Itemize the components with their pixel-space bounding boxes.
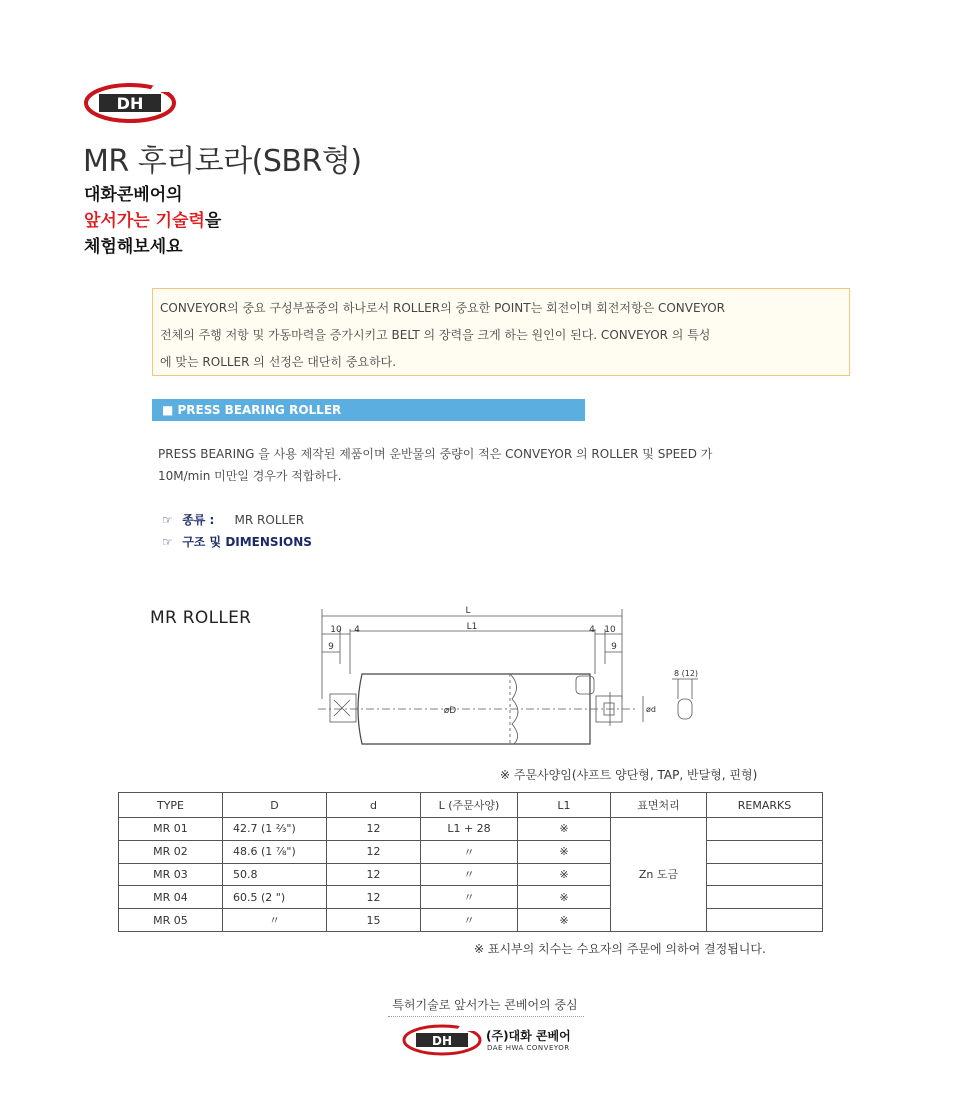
tagline-line-3: 체험해보세요 <box>84 237 183 257</box>
table-row <box>119 863 823 886</box>
intro-box <box>152 288 850 376</box>
remarks-cell <box>707 818 823 841</box>
spec-table <box>118 792 823 932</box>
column-header: D <box>223 793 327 818</box>
column-header: d <box>327 793 421 818</box>
svg-text:DH: DH <box>431 1034 453 1048</box>
table-header-row <box>119 793 823 818</box>
L-cell: 〃 <box>421 863 518 886</box>
L-cell: 〃 <box>421 840 518 863</box>
L-cell: L1 + 28 <box>421 818 518 841</box>
column-header: L1 <box>518 793 611 818</box>
page-title: MR 후리로라(SBR형) <box>83 144 362 179</box>
tagline-line-1: 대화콘베어의 <box>84 185 183 205</box>
dimension-note: ※ 표시부의 치수는 수요자의 주문에 의하여 결정됩니다. <box>474 942 766 956</box>
kind-value: MR ROLLER <box>234 513 305 527</box>
remarks-cell <box>707 886 823 909</box>
L-cell: 〃 <box>421 886 518 909</box>
intro-line: 전체의 주행 저항 및 가동마력을 증가시키고 BELT 의 장력을 크게 하는 원인이 된다. CONVEYOR 의 특성 <box>160 328 711 342</box>
remarks-cell <box>707 863 823 886</box>
L1-cell: ※ <box>518 818 611 841</box>
type-cell: MR 02 <box>119 840 223 863</box>
kind-label: 종류 : <box>182 513 215 527</box>
d-cell: 12 <box>327 886 421 909</box>
type-cell: MR 01 <box>119 818 223 841</box>
D-cell: 48.6 (1 ⅞") <box>223 840 327 863</box>
D-cell: 42.7 (1 ⅔") <box>223 818 327 841</box>
section-description <box>158 443 712 487</box>
dim-phi-d: ød <box>646 705 656 714</box>
L-cell: 〃 <box>421 909 518 932</box>
type-cell: MR 05 <box>119 909 223 932</box>
intro-line: CONVEYOR의 중요 구성부품중의 하나로서 ROLLER의 중요한 POINT는 회전이며 회전저항은 CONVEYOR <box>160 301 726 315</box>
table-row <box>119 909 823 932</box>
dim-10-left: 10 <box>330 625 342 635</box>
table-row <box>119 818 823 841</box>
d-cell: 12 <box>327 863 421 886</box>
L1-cell: ※ <box>518 840 611 863</box>
column-header: REMARKS <box>707 793 823 818</box>
dim-4-right: 4 <box>589 625 595 635</box>
type-cell: MR 03 <box>119 863 223 886</box>
svg-text:DH: DH <box>116 94 144 113</box>
remarks-cell <box>707 909 823 932</box>
dim-4-left: 4 <box>354 625 360 635</box>
company-logo <box>83 82 177 124</box>
L1-cell: ※ <box>518 909 611 932</box>
description-line: PRESS BEARING 을 사용 제작된 제품이며 운반물의 중량이 적은 CONVEYOR 의 ROLLER 및 SPEED 가 <box>158 447 713 461</box>
company-name-en: DAE HWA CONVEYOR <box>487 1044 570 1052</box>
order-spec-note: ※ 주문사양임(샤프트 양단형, TAP, 반달형, 핀형) <box>500 768 758 782</box>
structure-label: 구조 및 DIMENSIONS <box>182 535 312 549</box>
drawing-title: MR ROLLER <box>150 608 252 628</box>
column-header: 표면처리 <box>611 793 707 818</box>
section-heading: ■ PRESS BEARING ROLLER <box>152 399 585 421</box>
tagline-line-2 <box>84 206 221 231</box>
footer-divider <box>388 1016 584 1017</box>
roller-technical-drawing <box>300 604 720 754</box>
D-cell: 50.8 <box>223 863 327 886</box>
description-line: 10M/min 미만일 경우가 적합하다. <box>158 469 342 483</box>
dim-9-left: 9 <box>328 642 334 652</box>
intro-line: 에 맞는 ROLLER 의 선정은 대단히 중요하다. <box>160 355 397 369</box>
D-cell: 〃 <box>223 909 327 932</box>
d-cell: 15 <box>327 909 421 932</box>
structure-row <box>162 533 312 550</box>
dim-L: L <box>465 606 471 616</box>
tagline-suffix: 을 <box>204 211 222 231</box>
surface-cell: Zn 도금 <box>611 818 707 932</box>
footer-logo <box>402 1024 482 1056</box>
dim-9-right: 9 <box>611 642 617 652</box>
remarks-cell <box>707 840 823 863</box>
L1-cell: ※ <box>518 886 611 909</box>
tagline-highlight: 앞서가는 기술력 <box>84 211 205 231</box>
company-name-ko: (주)대화 콘베어 <box>486 1029 571 1043</box>
footer-slogan: 특허기술로 앞서가는 콘베어의 중심 <box>392 998 578 1012</box>
pointing-hand-icon: ☞ <box>162 535 173 549</box>
type-cell: MR 04 <box>119 886 223 909</box>
d-cell: 12 <box>327 818 421 841</box>
table-row <box>119 840 823 863</box>
dim-phi-D: øD <box>443 706 457 716</box>
column-header: TYPE <box>119 793 223 818</box>
table-row <box>119 886 823 909</box>
D-cell: 60.5 (2 ") <box>223 886 327 909</box>
column-header: L (주문사양) <box>421 793 518 818</box>
d-cell: 12 <box>327 840 421 863</box>
kind-row <box>162 511 304 528</box>
dim-L1: L1 <box>466 622 478 632</box>
L1-cell: ※ <box>518 863 611 886</box>
pointing-hand-icon: ☞ <box>162 513 173 527</box>
dim-10-right: 10 <box>604 625 616 635</box>
dim-8-12: 8 (12) <box>673 669 699 678</box>
